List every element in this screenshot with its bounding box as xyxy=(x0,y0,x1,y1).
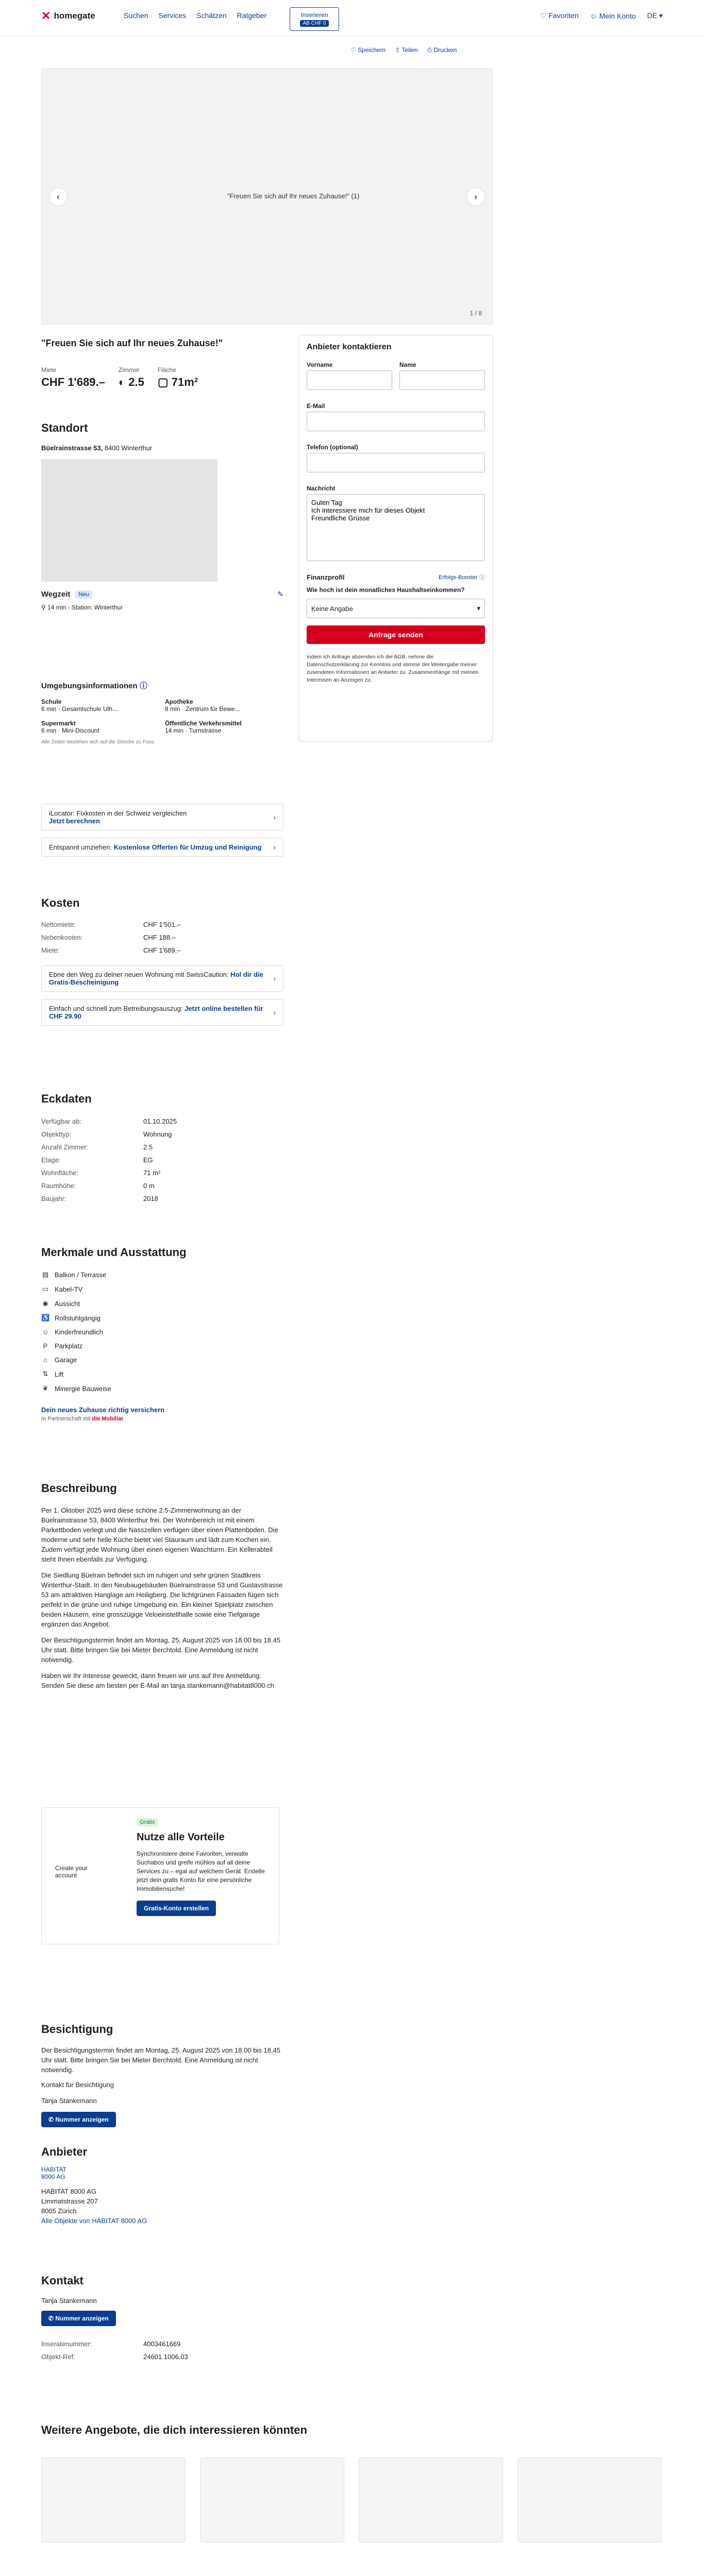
feature-item: ⇅ Lift xyxy=(41,1367,289,1381)
gallery-prev-button[interactable]: ‹ xyxy=(49,188,68,206)
similar-card[interactable] xyxy=(517,2458,662,2543)
gallery-image-alt: "Freuen Sie sich auf Ihr neues Zuhause!" (1) xyxy=(227,192,360,200)
finance-question: Wie hoch ist dein monatliches Haushaltseinkommen? xyxy=(307,586,465,594)
features-heading: Merkmale und Ausstattung xyxy=(41,1246,187,1259)
feature-item: ▤ Balkon / Terrasse xyxy=(42,1270,107,1279)
balcony-icon: ▤ xyxy=(42,1270,49,1278)
similar-card[interactable] xyxy=(41,2458,186,2543)
listing-title: "Freuen Sie sich auf Ihr neues Zuhause!" xyxy=(41,338,223,348)
site-header xyxy=(0,0,704,36)
chevron-right-icon: › xyxy=(273,813,276,821)
similar-card[interactable] xyxy=(200,2458,344,2543)
account-promo-text: Gratis Nutze alle Vorteile Synchronisiere deine Favoriten, verwalte Suchabos und greife mühlos auf all deine Services zu – egal auf welchem Gerät. Erstelle jetzt dein gratis Konto für eine persönliche Immobiliensuche! Gratis-Konto erstellen xyxy=(137,1817,265,1916)
nav-services[interactable]: Services xyxy=(158,11,187,20)
promo-boxes xyxy=(41,804,289,857)
listing-actions xyxy=(350,46,457,54)
features-section xyxy=(41,1246,289,1422)
similar-card[interactable] xyxy=(359,2458,503,2543)
keyfact-row: Baujahr: 2018 xyxy=(41,1195,158,1202)
header-right xyxy=(540,11,663,20)
debt-extract-promo[interactable]: Einfach und schnell zum Betreibungsauszug: Jetzt online bestellen für CHF 29.90 › xyxy=(41,999,283,1026)
language-select[interactable]: DE ▾ xyxy=(647,11,663,20)
new-badge: Neu xyxy=(75,590,92,599)
message-textarea[interactable] xyxy=(307,494,485,561)
feature-item: ❦ Minergie Bauweise xyxy=(41,1381,289,1396)
provider-section xyxy=(41,2145,289,2225)
legal-text: Indem ich Anfrage absenden ich die AGB, nehme die Datenschutzerklärung zur Kenntnis und stimme der Weitergabe meiner zusendeten Informationen an Anbieter zu. Zusammenhänge mit meinen Interessen an Anzeigen zu. xyxy=(307,654,479,683)
edit-icon[interactable]: ✎ xyxy=(277,590,283,598)
listing-ids xyxy=(41,2337,289,2363)
phone-icon: ✆ xyxy=(48,2116,56,2123)
ilocator-promo[interactable]: iLocator: Fixkosten in der Schweiz vergleichen Jetzt berechnen › xyxy=(41,804,283,831)
submit-button[interactable]: Anfrage senden xyxy=(307,625,485,644)
info-icon[interactable]: ⓘ xyxy=(139,682,147,690)
commute: Wegzeit Neu ✎ xyxy=(41,590,283,599)
viewing-section xyxy=(41,2023,289,2127)
lastname-input[interactable] xyxy=(399,370,485,390)
child-icon: ☺ xyxy=(42,1328,49,1336)
view-icon: ◉ xyxy=(42,1299,48,1307)
provider-logo: HABITAT 8000 AG xyxy=(41,2166,66,2180)
show-number-button[interactable]: ✆ Nummer anzeigen xyxy=(41,2112,116,2127)
location-heading: Standort xyxy=(41,421,88,434)
nav-search[interactable]: Suchen xyxy=(124,11,148,20)
surrounding-item: Schule 6 min · Gesamtschule Ulh... xyxy=(41,698,118,713)
chevron-right-icon: › xyxy=(273,843,276,851)
homegate-logo[interactable]: ✕ homegate xyxy=(41,9,95,22)
wheelchair-icon: ♿ xyxy=(41,1314,50,1321)
parking-icon: P xyxy=(43,1342,48,1350)
free-badge: Gratis xyxy=(137,1818,158,1826)
feature-item: ♿ Rollstuhlgängig xyxy=(41,1314,100,1322)
surrounding-item: Öffentliche Verkehrsmittel 14 min · Turnstrasse xyxy=(165,720,242,734)
viewing-contact-name: Tanja Stankemann xyxy=(41,2097,97,2105)
feature-item: P Parkplatz xyxy=(41,1339,289,1353)
lift-icon: ⇅ xyxy=(42,1370,48,1378)
contact-heading: Kontakt xyxy=(41,2274,83,2287)
print-button[interactable]: ⎙ Drucken xyxy=(427,46,457,54)
main-nav xyxy=(124,11,266,20)
viewing-contact-label: Kontakt für Besichtigung xyxy=(41,2081,114,2089)
cost-row: Miete: CHF 1'689.– xyxy=(41,946,181,954)
create-account-button[interactable]: Gratis-Konto erstellen xyxy=(137,1901,216,1916)
description-body xyxy=(41,1505,289,1690)
listing-summary xyxy=(41,338,289,389)
provider-address: HABITAT 8000 AG Limmatstrasse 207 8005 Zürich xyxy=(41,2188,98,2215)
id-row: Objekt-Ref: 24601.1006.03 xyxy=(41,2353,188,2361)
booster-badge: Erfolgs-Booster ⓘ xyxy=(439,574,485,581)
description-paragraph: Die Siedlung Büelrain befindet sich im ruhigen und sehr grünen Stadtkreis Winterthur-Stadt. In den Neubaugebäuden Büelrainstrasse 53 und Gustavstrasse 53 am attraktiven Hanglage am Heiligberg. Die lichtgrünen Fassaden fügen sich perfekt in die grüne und ruhige Umgebung ein. Ein kleiner Spielplatz zwischen beiden Häusern, eine grosszügige Veloeinstellhalle sowie eine Tiefgarage ergänzen das Angebot. xyxy=(41,1571,283,1628)
contact-form-title: Anbieter kontaktieren xyxy=(307,343,392,351)
features-list xyxy=(41,1267,289,1396)
firstname-input[interactable] xyxy=(307,370,392,390)
phone-input[interactable] xyxy=(307,453,485,472)
costs-section xyxy=(41,896,289,1026)
feature-item: ☺ Kinderfreundlich xyxy=(42,1328,103,1336)
leaf-icon: ❦ xyxy=(42,1384,48,1392)
share-icon: ⇪ xyxy=(395,46,402,54)
keyfacts-heading: Eckdaten xyxy=(41,1092,92,1105)
account-link[interactable]: ☺ Mein Konto xyxy=(590,11,636,20)
insurance-promo xyxy=(41,1406,289,1422)
description-heading: Beschreibung xyxy=(41,1482,117,1495)
similar-heading: Weitere Angebote, die dich interessieren könnten xyxy=(41,2424,307,2436)
surrounding-item: Supermarkt 6 min · Mini-Discount xyxy=(41,720,99,734)
surroundings-section xyxy=(41,680,289,745)
cost-row: Nebenkosten: CHF 188.– xyxy=(41,934,176,941)
logo-mark-icon: ✕ xyxy=(41,9,51,22)
keyfact-row: Verfügbar ab: 01.10.2025 xyxy=(41,1117,177,1125)
walk-icon: ⚲ xyxy=(41,604,48,611)
similar-section xyxy=(41,2424,663,2543)
feature-item: ▭ Kabel-TV xyxy=(42,1285,83,1293)
gallery-next-button[interactable]: › xyxy=(466,188,485,206)
costs-heading: Kosten xyxy=(41,896,80,909)
rooms-icon: ◐ xyxy=(118,376,129,388)
keyfact-row: Etage: EG xyxy=(41,1156,153,1164)
address: Büelrainstrasse 53, 8400 Winterthur xyxy=(41,444,153,452)
advertise-button[interactable]: Inserieren AB CHF 0 xyxy=(290,7,339,31)
fact-rent: Miete CHF 1'689.– xyxy=(41,366,105,388)
provider-all-listings-link[interactable]: Alle Objekte von HABITAT 8000 AG xyxy=(41,2217,147,2225)
fact-area: Fläche ▢ 71m² xyxy=(157,366,198,388)
description-paragraph: Haben wir Ihr Interesse geweckt, dann freuen wir uns auf Ihre Anmeldung. Senden Sie diese am besten per E-Mail an tanja.stankemann@habitat8000.ch xyxy=(41,1672,274,1689)
insurance-link[interactable]: Dein neues Zuhause richtig versichern xyxy=(41,1406,165,1414)
gallery-counter: 1 / 8 xyxy=(470,310,482,317)
feature-item: ◉ Aussicht xyxy=(41,1296,289,1311)
provider-heading: Anbieter xyxy=(41,2145,88,2158)
surroundings-heading: Umgebungsinformationen ⓘ xyxy=(41,682,147,690)
chevron-right-icon: › xyxy=(273,974,276,982)
keyfacts-section xyxy=(41,1092,289,1205)
keyfact-row: Wohnfläche: 71 m² xyxy=(41,1169,161,1177)
account-promo xyxy=(41,1807,279,1944)
feature-item: ⌂ Garage xyxy=(41,1353,289,1367)
chevron-right-icon: › xyxy=(273,1008,276,1016)
chevron-down-icon: ▾ xyxy=(477,604,480,612)
id-row: Inseratenummer: 4003461669 xyxy=(41,2340,181,2348)
print-icon: ⎙ xyxy=(427,46,434,54)
nav-guide[interactable]: Ratgeber xyxy=(237,11,267,20)
favorites-link[interactable]: ♡ Favoriten xyxy=(540,11,579,20)
advertise-badge: AB CHF 0 xyxy=(300,20,328,27)
insurance-partner: In Partnerschaft mit die Mobiliar xyxy=(41,1416,124,1422)
income-select[interactable]: Keine Angabe ▾ xyxy=(307,599,485,618)
info-icon[interactable]: ⓘ xyxy=(479,574,485,581)
save-button[interactable]: ♡ Speichern xyxy=(350,46,386,54)
contact-form: Anbieter kontaktieren Vorname Name E-Mail Telefon (optional) Nachricht Guten Tag Ich interessiere mich für dieses Objekt Freundliche Grüsse Finanzprofil Erfolgs-Booster ⓘ Wie hoch ist dein monatliches Haushaltseinkommen? Keine Angabe ▾ Anfrage senden Indem ich Anfrage absenden ich die AGB, nehme die Datenschutzerklärung zur Kenntnis und stimme der Weitergabe meiner zusendeten Informationen an Anbieter zu. Zusammenhänge mit meinen Interessen an Anzeigen zu. xyxy=(299,335,493,742)
location-section xyxy=(41,421,289,611)
nav-estimate[interactable]: Schätzen xyxy=(196,11,227,20)
user-icon: ☺ xyxy=(590,11,599,20)
costs-table xyxy=(41,918,289,957)
cost-row: Nettomiete: CHF 1'501.– xyxy=(41,921,181,928)
viewing-text: Der Besichtigungstermin findet am Montag, 25. August 2025 von 18.00 bis 18.45 Uhr statt. Bitte bringen Sie bei Mieter Berchtold. Eine Anmeldung ist nicht notwendig. xyxy=(41,2046,280,2074)
keyfact-row: Objekttyp: Wohnung xyxy=(41,1130,172,1138)
description-paragraph: Per 1. Oktober 2025 wird diese schöne 2.5-Zimmerwohnung an der Büelrainstrasse 53, 8400 Winterthur frei. Der Wohnbereich ist mit einem Parkettboden verlegt und die Nasszellen verfügen über einen Plattenboden. Die moderne und sehr helle Küche bietet viel Stauraum und lädt zum Kochen ein. Zudem verfügt jede Wohnung über einen eigenen Waschturm. Ein Kellerabteil steht Ihnen ebenfalls zur Verfügung. xyxy=(41,1506,278,1563)
tv-icon: ▭ xyxy=(42,1285,49,1293)
map[interactable] xyxy=(41,459,217,582)
phone-icon: ✆ xyxy=(48,2315,56,2322)
account-promo-image: Create your account xyxy=(55,1865,88,1879)
image-gallery[interactable] xyxy=(41,68,493,325)
swisscaution-promo[interactable]: Ebne den Weg zu deiner neuen Wohnung mit SwissCaution: Hol dir die Gratis-Bescheinigung › xyxy=(41,965,283,992)
heart-icon: ♡ xyxy=(350,46,358,54)
fact-rooms: Zimmer ◐ 2.5 xyxy=(118,366,144,388)
email-input[interactable] xyxy=(307,412,485,431)
surrounding-item: Apotheke 8 min · Zentrum für Bewe... xyxy=(165,698,240,713)
similar-cards xyxy=(41,2458,663,2543)
keyfact-row: Raumhöhe: 0 m xyxy=(41,1182,155,1190)
keyfact-row: Anzahl Zimmer: 2.5 xyxy=(41,1143,153,1151)
share-button[interactable]: ⇪ Teilen xyxy=(395,46,418,54)
viewing-heading: Besichtigung xyxy=(41,2023,113,2036)
surroundings-grid xyxy=(41,698,289,734)
keyfacts-table xyxy=(41,1115,289,1205)
contact-section xyxy=(41,2274,289,2363)
surroundings-note: Alle Zeiten beziehen sich auf die Strecke zu Fuss. xyxy=(41,739,156,745)
key-facts xyxy=(41,366,289,389)
finance-title: Finanzprofil xyxy=(307,573,345,581)
description-section xyxy=(41,1482,289,1697)
moving-promo[interactable]: Entspannt umziehen: Kostenlose Offerten für Umzug und Reinigung › xyxy=(41,838,283,857)
heart-icon: ♡ xyxy=(540,11,549,20)
show-number-button[interactable]: ✆ Nummer anzeigen xyxy=(41,2311,116,2326)
area-icon: ▢ xyxy=(157,376,172,388)
description-paragraph: Der Besichtigungstermin findet am Montag, 25. August 2025 von 18.00 bis 18.45 Uhr statt. Bitte bringen Sie bei Mieter Berchtold. Eine Anmeldung ist nicht notwendig. xyxy=(41,1636,280,1664)
contact-name: Tanja Stankemann xyxy=(41,2297,97,2304)
commute-info: ⚲ 14 min · Station: Winterthur xyxy=(41,604,123,611)
garage-icon: ⌂ xyxy=(43,1356,47,1364)
